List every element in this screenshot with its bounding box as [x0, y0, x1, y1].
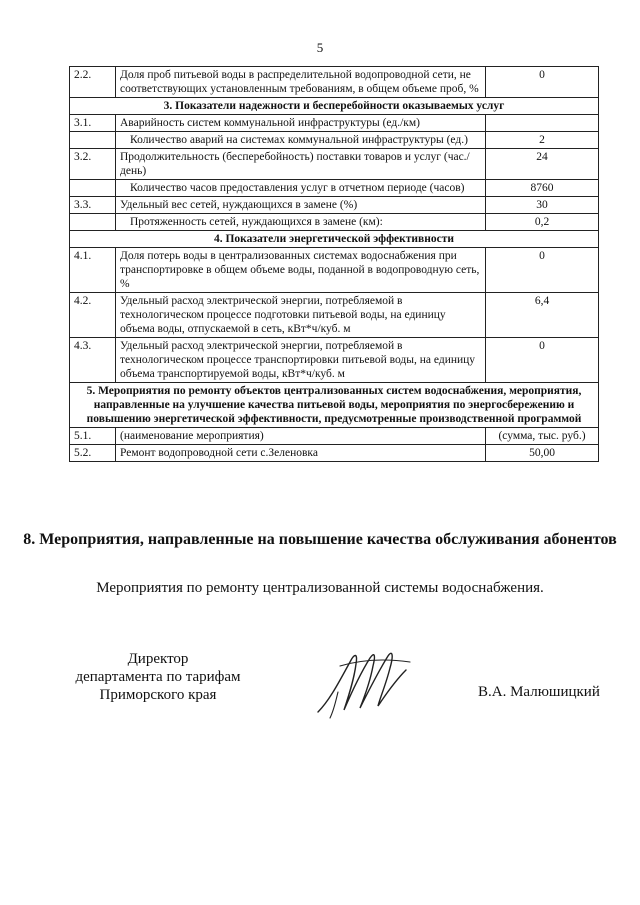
- row-number: [70, 180, 116, 197]
- table-row: [70, 428, 599, 445]
- row-value: [486, 115, 599, 132]
- row-number: 4.1.: [70, 248, 116, 293]
- row-description: Доля проб питьевой воды в распределительной водопроводной сети, не соответствующих установленным требованиям, в общем объеме проб, %: [116, 67, 486, 98]
- row-value: 6,4: [486, 293, 599, 338]
- row-value: 0: [486, 338, 599, 383]
- body-paragraph: Мероприятия по ремонту централизованной системы водоснабжения.: [96, 580, 544, 596]
- row-number: 5.2.: [70, 445, 116, 462]
- row-description: Количество часов предоставления услуг в отчетном периоде (часов): [116, 180, 486, 197]
- row-description: Количество аварий на системах коммунальной инфраструктуры (ед.): [116, 132, 486, 149]
- row-number: 3.1.: [70, 115, 116, 132]
- signatory-name: В.А. Малюшицкий: [478, 684, 600, 700]
- row-value: 0: [486, 67, 599, 98]
- row-description: Удельный вес сетей, нуждающихся в замене (%): [116, 197, 486, 214]
- row-description: Аварийность систем коммунальной инфраструктуры (ед./км): [116, 115, 486, 132]
- row-number: 4.3.: [70, 338, 116, 383]
- row-number: [70, 214, 116, 231]
- row-number: [70, 132, 116, 149]
- section-8-heading: 8. Мероприятия, направленные на повышение качества обслуживания абонентов: [23, 531, 617, 548]
- row-description: Доля потерь воды в централизованных системах водоснабжения при транспортировке в общем объеме воды, поданной в водопроводную сеть, %: [116, 248, 486, 293]
- row-description: Протяженность сетей, нуждающихся в замене (км):: [116, 214, 486, 231]
- table-row: [70, 197, 599, 214]
- section-5-title: 5. Мероприятия по ремонту объектов централизованных систем водоснабжения, мероприятия, направленные на улучшение качества питьевой воды, мероприятия по энергосбережению и повышению энергетической эффективности, предусмотренные производственной программой: [70, 383, 599, 428]
- row-value: 0: [486, 248, 599, 293]
- row-description: Удельный расход электрической энергии, потребляемой в технологическом процессе транспортировки питьевой воды, на единицу объема транспортируемой воды, кВт*ч/куб. м: [116, 338, 486, 383]
- row-number: 5.1.: [70, 428, 116, 445]
- row-description: (наименование мероприятия): [116, 428, 486, 445]
- table-row: [70, 248, 599, 293]
- row-value: 30: [486, 197, 599, 214]
- handwritten-signature: [310, 640, 420, 730]
- section-row: [70, 231, 599, 248]
- section-row: [70, 98, 599, 115]
- row-value: 0,2: [486, 214, 599, 231]
- table-row: [70, 180, 599, 197]
- table-row: [70, 214, 599, 231]
- row-number: 2.2.: [70, 67, 116, 98]
- table-row: [70, 293, 599, 338]
- row-number: 3.3.: [70, 197, 116, 214]
- row-number: 4.2.: [70, 293, 116, 338]
- table-row: [70, 115, 599, 132]
- row-description: Продолжительность (бесперебойность) поставки товаров и услуг (час./день): [116, 149, 486, 180]
- page-number: 5: [316, 40, 324, 55]
- section-row: [70, 383, 599, 428]
- table-row: [70, 132, 599, 149]
- position-line: Приморского края: [99, 687, 217, 703]
- row-value: 2: [486, 132, 599, 149]
- signatory-position: [58, 650, 258, 704]
- row-value: 50,00: [486, 445, 599, 462]
- row-value: 24: [486, 149, 599, 180]
- table-row: [70, 338, 599, 383]
- table-row: [70, 445, 599, 462]
- row-value: 8760: [486, 180, 599, 197]
- row-value: (сумма, тыс. руб.): [486, 428, 599, 445]
- section-4-title: 4. Показатели энергетической эффективности: [70, 231, 599, 248]
- table-row: [70, 149, 599, 180]
- indicators-table: [69, 66, 599, 462]
- position-line: департамента по тарифам: [75, 669, 241, 685]
- row-number: 3.2.: [70, 149, 116, 180]
- section-3-title: 3. Показатели надежности и бесперебойности оказываемых услуг: [70, 98, 599, 115]
- row-description: Удельный расход электрической энергии, потребляемой в технологическом процессе подготовки питьевой воды, на единицу объема воды, отпускаемой в сеть, кВт*ч/куб. м: [116, 293, 486, 338]
- position-line: Директор: [127, 651, 189, 667]
- row-description: Ремонт водопроводной сети с.Зеленовка: [116, 445, 486, 462]
- table-row: [70, 67, 599, 98]
